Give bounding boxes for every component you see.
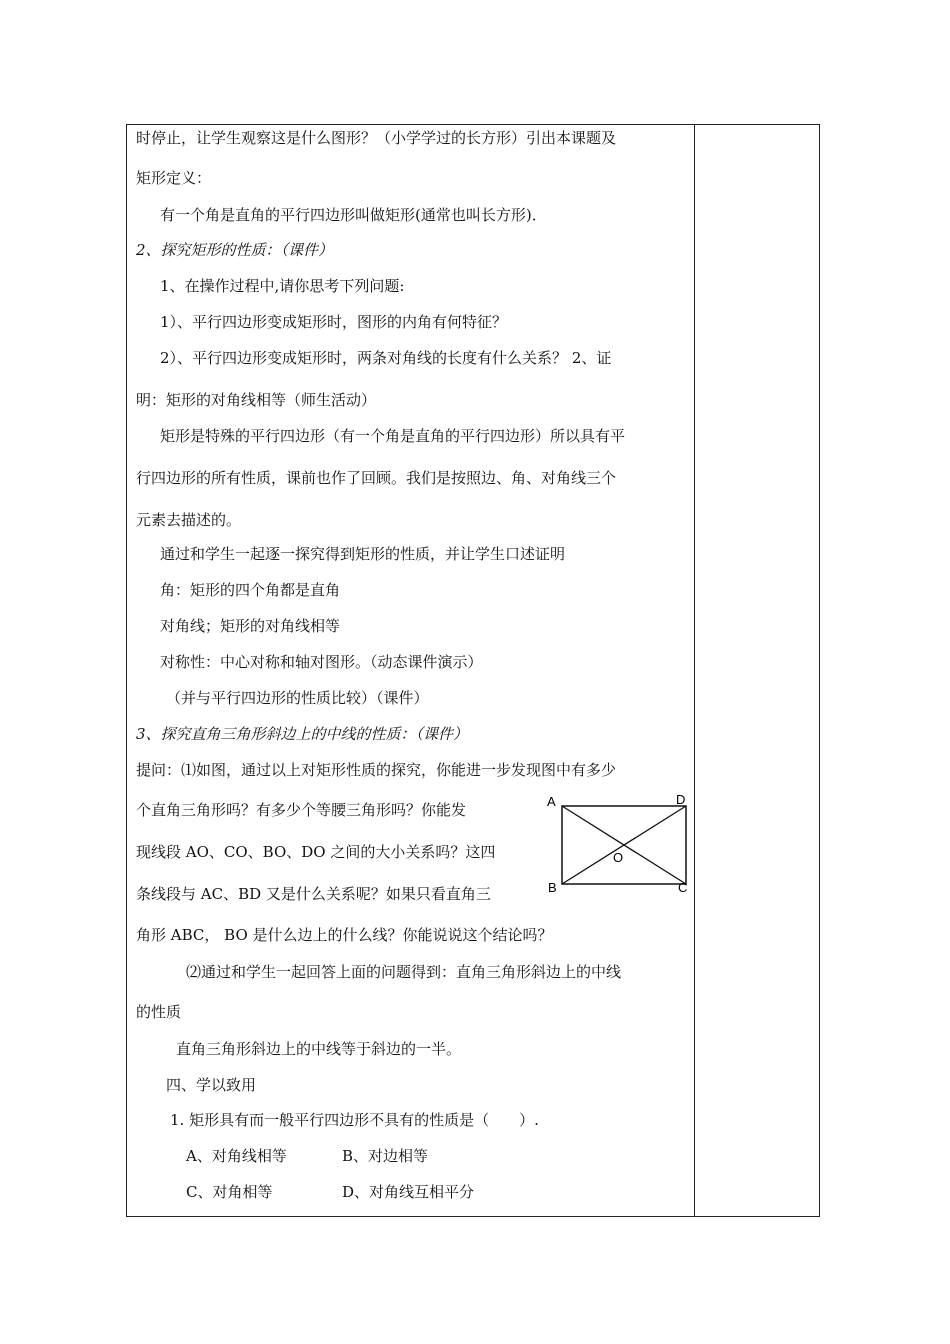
option-c: C、对角相等 xyxy=(186,1183,273,1201)
property-line: 角：矩形的四个角都是直角 xyxy=(160,581,341,599)
label-o: O xyxy=(613,850,624,865)
question-line: 1）、平行四边形变成矩形时，图形的内角有何特征？ xyxy=(160,313,508,331)
text-line: （并与平行四边形的性质比较）（课件） xyxy=(166,689,429,707)
definition-line: 有一个角是直角的平行四边形叫做矩形(通常也叫长方形)． xyxy=(160,206,547,224)
label-a: A xyxy=(547,794,556,809)
conclusion-line: 直角三角形斜边上的中线等于斜边的一半。 xyxy=(176,1040,462,1058)
property-line: 对称性：中心对称和轴对图形。（动态课件演示） xyxy=(160,653,483,671)
question-line: 条线段与 AC、BD 又是什么关系呢？如果只看直角三 xyxy=(136,885,491,903)
section-heading: 四、学以致用 xyxy=(166,1076,257,1094)
option-d: D、对角线互相平分 xyxy=(342,1183,475,1201)
question-line: 现线段 AO、CO、BO、DO 之间的大小关系吗？这四 xyxy=(136,843,496,861)
text-line: 时停止，让学生观察这是什么图形？（小学学过的长方形）引出本课题及 xyxy=(136,129,617,147)
option-a: A、对角线相等 xyxy=(186,1147,287,1165)
question-line: 角形 ABC， BO 是什么边上的什么线？你能说说这个结论吗？ xyxy=(136,926,553,944)
text-line: ⑵通过和学生一起回答上面的问题得到：直角三角形斜边上的中线 xyxy=(186,963,622,981)
option-b: B、对边相等 xyxy=(342,1147,429,1165)
text-line: 矩形是特殊的平行四边形（有一个角是直角的平行四边形）所以具有平 xyxy=(160,427,626,445)
question-line: 2）、平行四边形变成矩形时，两条对角线的长度有什么关系？ 2、证 xyxy=(160,349,612,367)
text-line: 1、在操作过程中,请你思考下列问题: xyxy=(160,277,405,295)
question-line: 个直角三角形吗？有多少个等腰三角形吗？你能发 xyxy=(136,801,467,819)
text-line: 明：矩形的对角线相等（师生活动） xyxy=(136,391,377,409)
rectangle-figure xyxy=(544,790,694,900)
text-line: 行四边形的所有性质，课前也作了回顾。我们是按照边、角、对角线三个 xyxy=(136,469,617,487)
label-c: C xyxy=(678,880,688,895)
section-heading: 2、探究矩形的性质：（课件） xyxy=(136,241,334,259)
label-d: D xyxy=(676,792,686,807)
section-heading: 3、探究直角三角形斜边上的中线的性质：（课件） xyxy=(136,725,469,743)
question-line: 提问：⑴如图，通过以上对矩形性质的探究，你能进一步发现图中有多少 xyxy=(136,761,617,779)
exercise-question: 1. 矩形具有而一般平行四边形不具有的性质是（ ）. xyxy=(170,1111,539,1129)
text-line: 元素去描述的。 xyxy=(136,511,242,529)
column-divider xyxy=(694,124,695,1217)
property-line: 对角线；矩形的对角线相等 xyxy=(160,617,341,635)
text-line: 通过和学生一起逐一探究得到矩形的性质，并让学生口述证明 xyxy=(160,545,566,563)
label-b: B xyxy=(548,880,557,895)
text-line: 矩形定义： xyxy=(136,169,212,187)
text-line: 的性质 xyxy=(136,1003,182,1021)
